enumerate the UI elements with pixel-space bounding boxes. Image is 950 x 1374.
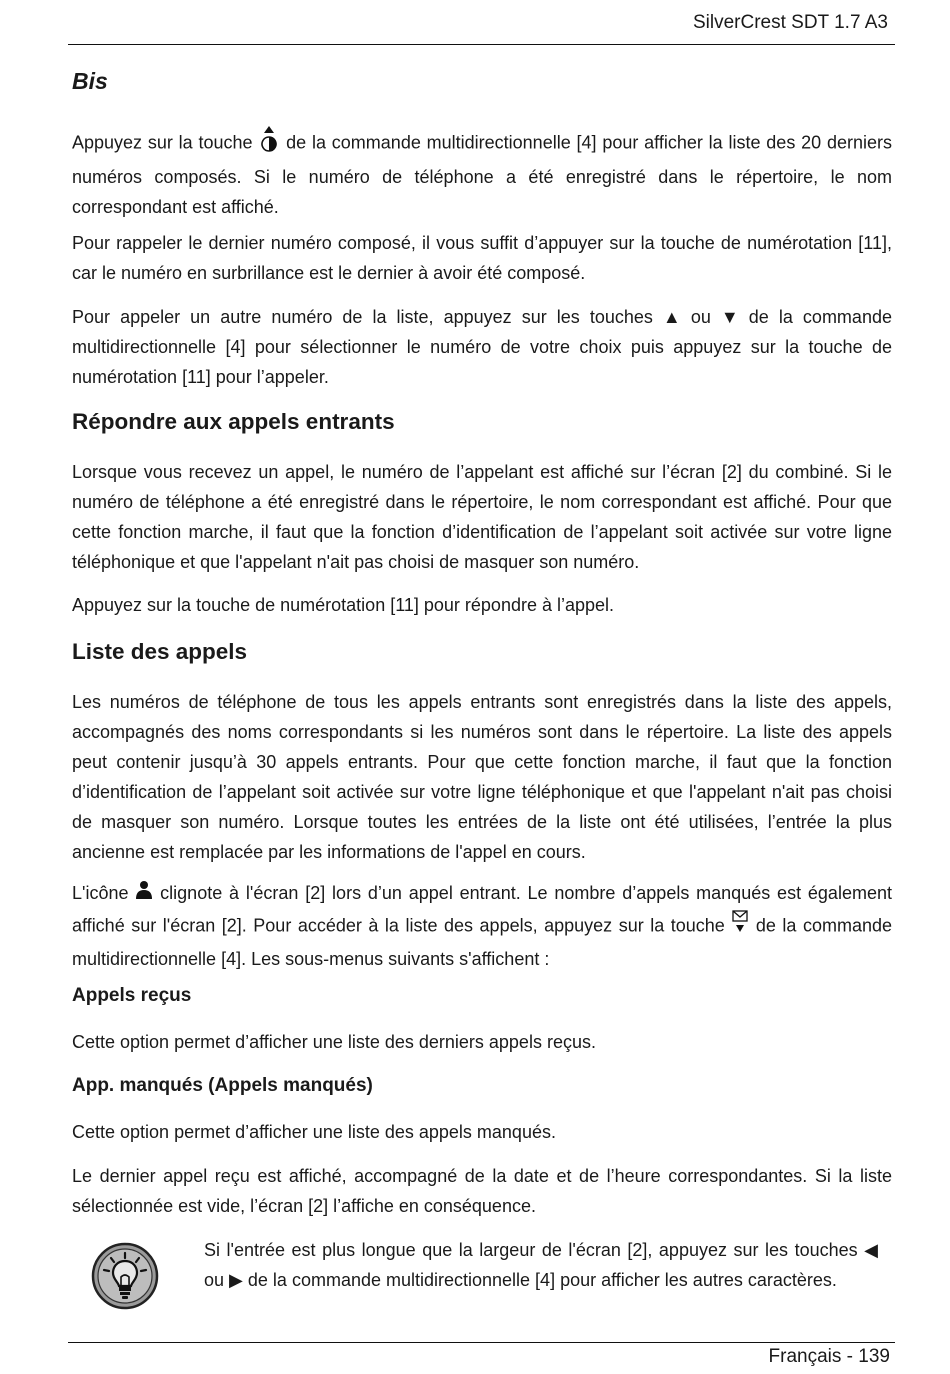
answer-paragraph-2: Appuyez sur la touche de numérotation [11] pour répondre à l’appel.: [72, 595, 615, 615]
calls-p2-start: L'icône: [72, 883, 129, 903]
section-heading-calls: Liste des appels: [72, 639, 248, 664]
bis-p3-or: ou: [690, 307, 711, 327]
section-heading-bis: Bis: [72, 68, 108, 94]
header-divider: [68, 44, 895, 45]
calls-p2-middle: clignote à l'écran [2] lors d’un appel entrant. Le nombre d’appels manqués est également affiché sur l'écran [2]. Pour accéder à la liste des appels, appuyez sur la touche: [72, 883, 892, 936]
bis-p3-end: de la commande multidirectionnelle [4] pour sélectionner le numéro de votre choix puis appuyez sur la touche de numérotation [11] pour l’appeler.: [72, 307, 892, 387]
footer-divider: [68, 1342, 895, 1343]
left-arrow-icon: ◀: [864, 1240, 878, 1260]
tip-text-end: de la commande multidirectionnelle [4] pour afficher les autres caractères.: [247, 1270, 837, 1290]
tip-text-or: ou: [204, 1270, 225, 1290]
up-arrow-icon: ▲: [662, 307, 681, 327]
nav-down-key-icon: [731, 909, 749, 944]
subheading-received-calls: Appels reçus: [72, 985, 192, 1006]
bis-paragraph-3: [72, 302, 892, 392]
received-calls-text: Cette option permet d’afficher une liste des derniers appels reçus.: [72, 1032, 596, 1052]
nav-up-key-icon: [258, 125, 280, 162]
down-arrow-icon: ▼: [720, 307, 739, 327]
tip-text-start: Si l'entrée est plus longue que la largeur de l'écran [2], appuyez sur les touches: [204, 1240, 858, 1260]
missed-call-person-icon: [135, 879, 153, 909]
tip-text: [204, 1235, 878, 1295]
right-arrow-icon: ▶: [229, 1270, 243, 1290]
calls-paragraph-3: Le dernier appel reçu est affiché, accompagné de la date et de l’heure correspondantes. Si la liste sélectionnée est vide, l’écran [2] l’affiche en conséquence.: [72, 1166, 892, 1216]
bis-paragraph-1: [72, 125, 892, 222]
subheading-missed-calls: App. manqués (Appels manqués): [72, 1075, 373, 1096]
page-footer-number: Français - 139: [768, 1346, 890, 1367]
calls-p2-end: de la commande multidirectionnelle [4]. Les sous-menus suivants s'affichent :: [72, 915, 892, 970]
missed-calls-text: Cette option permet d’afficher une liste des appels manqués.: [72, 1122, 556, 1142]
page-header-title: SilverCrest SDT 1.7 A3: [692, 12, 888, 33]
calls-paragraph-2: [72, 878, 892, 974]
bis-p1-end: de la commande multidirectionnelle [4] pour afficher la liste des 20 derniers numéros composés. Si le numéro de téléphone a été enregistré dans le répertoire, le nom correspondant est affiché.: [72, 132, 892, 217]
bis-p3-start: Pour appeler un autre numéro de la liste, appuyez sur les touches: [72, 307, 653, 327]
answer-paragraph-1: Lorsque vous recevez un appel, le numéro de l’appelant est affiché sur l’écran [2] du combiné. Si le numéro de téléphone a été enregistré dans le répertoire, le nom correspondant est affiché. Pour que cette fonction marche, il faut que la fonction d’identification de l’appelant soit activée sur votre ligne téléphonique et que l'appelant n'ait pas choisi de masquer son numéro.: [72, 462, 892, 572]
bis-paragraph-2: Pour rappeler le dernier numéro composé, il vous suffit d’appuyer sur la touche de numérotation [11], car le numéro en surbrillance est le dernier à avoir été composé.: [72, 233, 892, 283]
section-heading-answer: Répondre aux appels entrants: [72, 409, 395, 434]
bis-p1-start: Appuyez sur la touche: [72, 132, 253, 153]
lightbulb-tip-icon: [90, 1241, 160, 1311]
calls-paragraph-1: Les numéros de téléphone de tous les appels entrants sont enregistrés dans la liste des appels, accompagnés des noms correspondants si les numéros sont dans le répertoire. La liste des appels peut contenir jusqu’à 30 appels entrants. Pour que cette fonction marche, il faut que la fonction d’identification de l’appelant soit activée sur votre ligne téléphonique et que l'appelant n'ait pas choisi de masquer son numéro. Lorsque toutes les entrées de la liste ont été utilisées, l’entrée la plus ancienne est remplacée par les informations de l'appel en cours.: [72, 692, 892, 862]
